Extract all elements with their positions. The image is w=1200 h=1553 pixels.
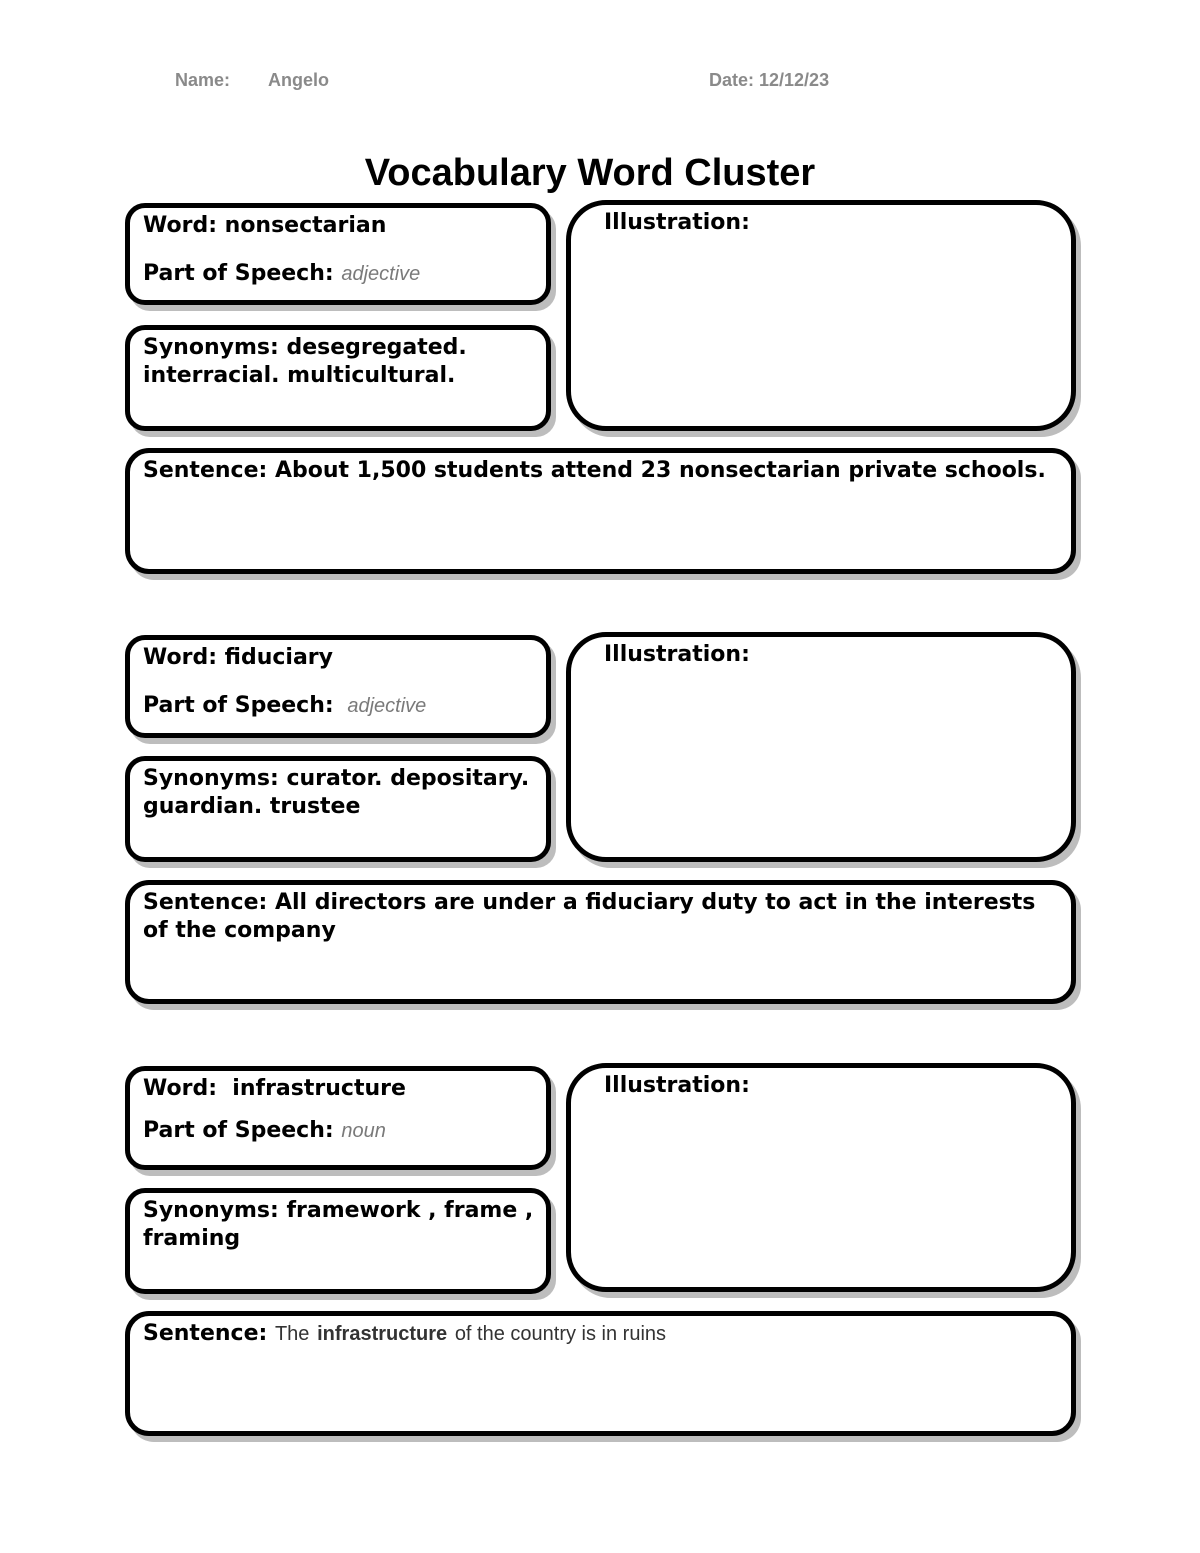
word-text: Word: fiduciary xyxy=(143,645,333,670)
sentence-text-part: The xyxy=(274,1323,310,1345)
part-of-speech-label: Part of Speech: xyxy=(143,1118,334,1143)
part-of-speech-label: Part of Speech: xyxy=(143,261,334,286)
part-of-speech-label: Part of Speech: xyxy=(143,693,334,718)
part-of-speech-value: noun xyxy=(341,1120,386,1142)
illustration-label: Illustration: xyxy=(604,210,750,235)
synonyms-text: Synonyms: curator. depositary. guardian. trustee xyxy=(143,766,530,819)
sentence-box[interactable] xyxy=(125,1311,1076,1436)
sentence-box[interactable] xyxy=(125,448,1076,574)
page-title: Vocabulary Word Cluster xyxy=(364,152,816,194)
word-box[interactable] xyxy=(125,203,551,305)
synonyms-box[interactable] xyxy=(125,756,551,862)
synonyms-text: Synonyms: framework , frame , framing xyxy=(143,1198,534,1251)
illustration-box[interactable] xyxy=(566,632,1076,862)
illustration-label: Illustration: xyxy=(604,642,750,667)
illustration-box[interactable] xyxy=(566,1063,1076,1292)
word-box[interactable] xyxy=(125,1066,551,1170)
name-label: Name: xyxy=(175,70,231,90)
sentence-text-keyword: infrastructure xyxy=(317,1323,448,1345)
part-of-speech-value: adjective xyxy=(341,263,421,285)
sentence-text-part: of the country is in ruins xyxy=(454,1323,667,1345)
part-of-speech xyxy=(143,692,534,720)
sentence-text: Sentence: About 1,500 students attend 23 nonsectarian private schools. xyxy=(143,458,1046,483)
sentence-label: Sentence: xyxy=(143,1321,268,1346)
synonyms-text: Synonyms: desegregated. interracial. multicultural. xyxy=(143,335,467,388)
part-of-speech-value: adjective xyxy=(347,695,427,717)
word-box[interactable] xyxy=(125,635,551,738)
word-text: Word: nonsectarian xyxy=(143,213,387,238)
part-of-speech xyxy=(143,260,534,288)
sentence-text: Sentence: All directors are under a fiduciary duty to act in the interests of the company xyxy=(143,890,1036,943)
date-label[interactable]: Date: 12/12/23 xyxy=(709,70,830,90)
word-text: Word: infrastructure xyxy=(143,1076,406,1101)
illustration-label: Illustration: xyxy=(604,1073,750,1098)
synonyms-box[interactable] xyxy=(125,1188,551,1294)
part-of-speech xyxy=(143,1117,534,1145)
name-value[interactable]: Angelo xyxy=(268,70,329,90)
sentence-box[interactable] xyxy=(125,880,1076,1004)
illustration-box[interactable] xyxy=(566,200,1076,431)
synonyms-box[interactable] xyxy=(125,325,551,431)
